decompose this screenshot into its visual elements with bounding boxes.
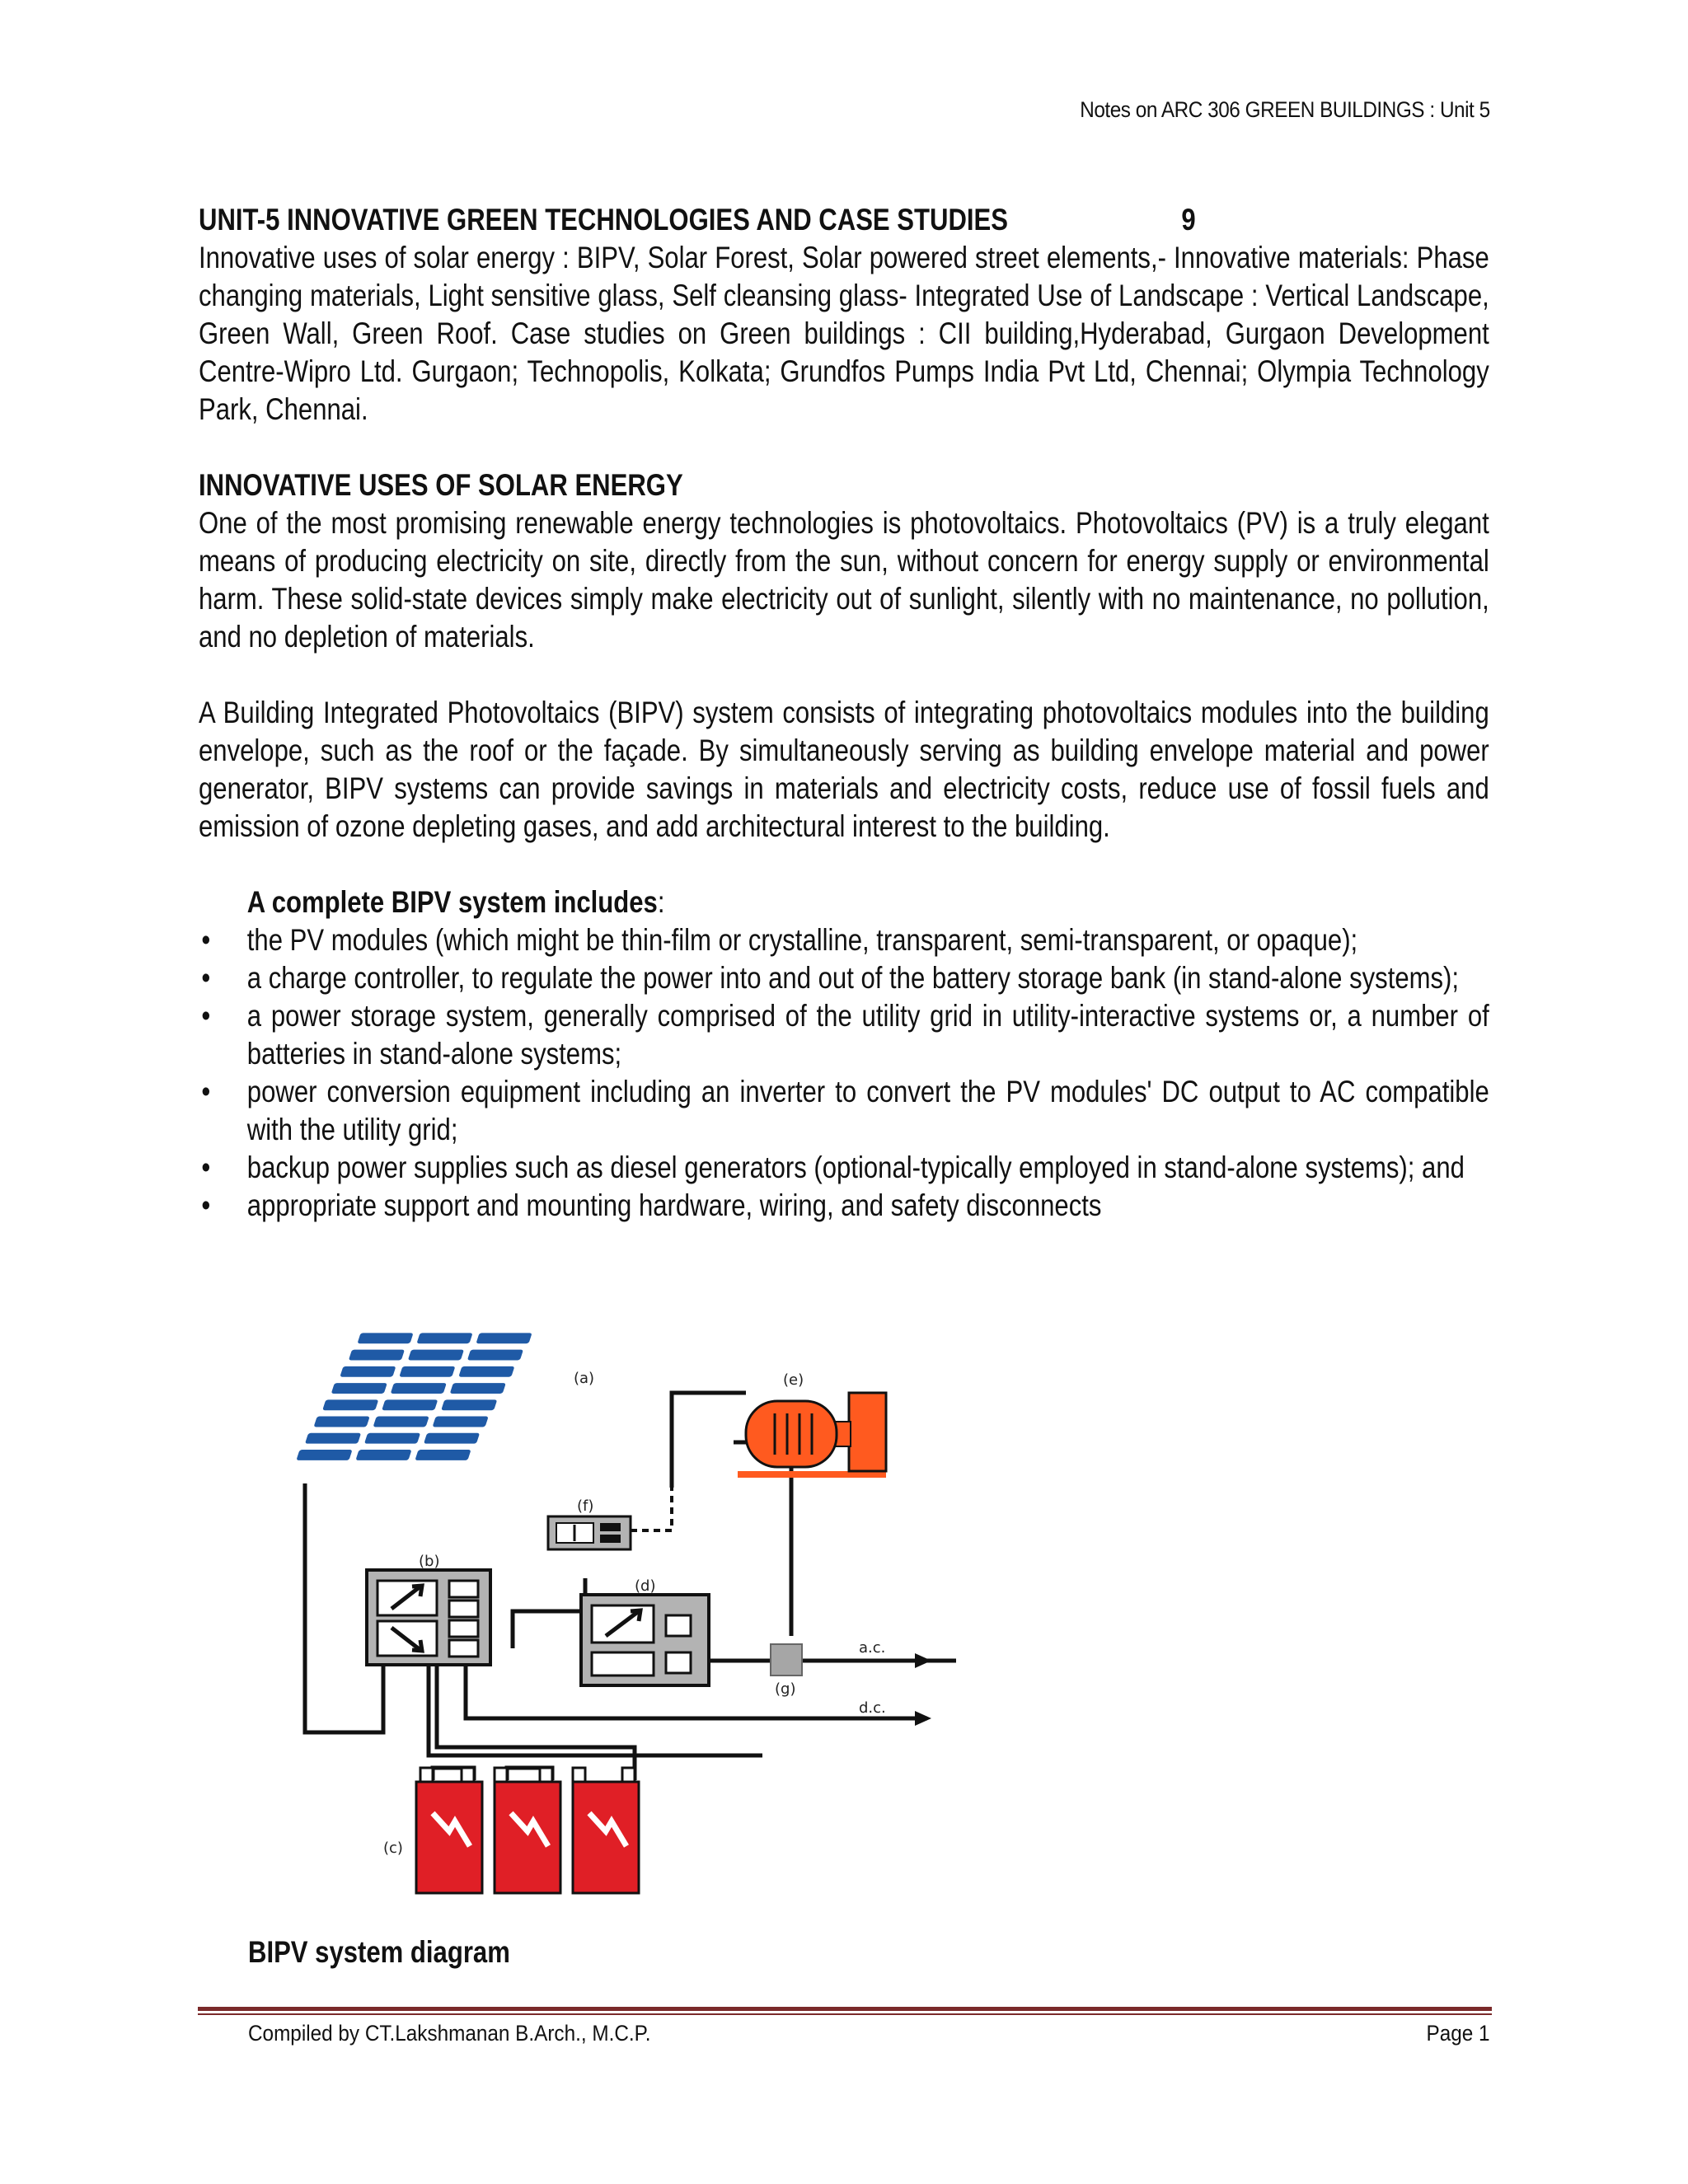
pv-module bbox=[433, 1417, 489, 1427]
list-item-text: a charge controller, to regulate the power into and out of the battery storage bank (in stand-alone systems); bbox=[246, 961, 1460, 995]
list-item-text: backup power supplies such as diesel generators (optional-typically employed in stand-alone systems); and bbox=[246, 1151, 1465, 1184]
pv-module bbox=[476, 1333, 532, 1343]
pv-module bbox=[340, 1366, 396, 1377]
pv-module bbox=[322, 1399, 378, 1410]
pv-module bbox=[450, 1383, 506, 1394]
unit-title: UNIT-5 INNOVATIVE GREEN TECHNOLOGIES AND CASE STUDIES bbox=[199, 203, 1008, 237]
pv-module bbox=[355, 1450, 411, 1460]
footer-author: Compiled by CT.Lakshmanan B.Arch., M.C.P. bbox=[248, 2021, 651, 2046]
footer-rule-thin bbox=[198, 2013, 1492, 2015]
bullet-icon: • bbox=[201, 923, 211, 957]
pv-module bbox=[382, 1399, 438, 1410]
pv-module bbox=[305, 1433, 361, 1444]
pv-module bbox=[458, 1366, 514, 1377]
list-heading bbox=[247, 883, 1489, 921]
bipv-components-list bbox=[199, 921, 1489, 1225]
footer-rule bbox=[198, 2007, 1492, 2011]
list-heading-text: A complete BIPV system includes bbox=[246, 885, 658, 919]
pv-module bbox=[349, 1350, 405, 1361]
bullet-icon: • bbox=[201, 999, 211, 1033]
label-g: (g) bbox=[775, 1680, 796, 1698]
bullet-icon: • bbox=[201, 1151, 211, 1184]
pv-module bbox=[364, 1433, 420, 1444]
pv-module bbox=[408, 1350, 464, 1361]
paragraph-bipv: A Building Integrated Photovoltaics (BIPV) system consists of integrating photovoltaics modules into the building envelope, such as the roof or the façade. By simultaneously serving as building envelope material and power generator, BIPV systems can provide savings in materials and electricity costs, reduce use of fossil fuels and emission of ozone depleting gases, and add architectural interest to the building. bbox=[199, 696, 1489, 843]
pv-module bbox=[357, 1333, 413, 1343]
list-item-text: appropriate support and mounting hardware, wiring, and safety disconnects bbox=[246, 1188, 1102, 1222]
paragraph-photovoltaics: One of the most promising renewable energy technologies is photovoltaics. Photovoltaics (PV) is a truly elegant means of producing electricity on site, directly from the sun, without concern for energy supply or environmental harm. These solid-state devices simply make electricity out of sunlight, silently with no maintenance, no pollution, and no depletion of materials. bbox=[199, 506, 1489, 654]
list-item bbox=[199, 1149, 1489, 1187]
charge-controller bbox=[367, 1570, 490, 1665]
label-d: (d) bbox=[635, 1577, 656, 1595]
dc-arrow-icon bbox=[915, 1711, 931, 1726]
dashed-wire bbox=[631, 1488, 672, 1530]
pv-module bbox=[467, 1350, 523, 1361]
disconnect-switch bbox=[548, 1516, 631, 1549]
bullet-icon: • bbox=[201, 961, 211, 995]
list-item-text: the PV modules (which might be thin-film or crystalline, transparent, semi-transparent, or opaque); bbox=[246, 923, 1358, 957]
unit-title-row bbox=[199, 201, 1196, 239]
label-b: (b) bbox=[419, 1553, 440, 1570]
pv-module bbox=[296, 1450, 352, 1460]
bullet-icon: • bbox=[201, 1188, 211, 1222]
list-item bbox=[199, 997, 1489, 1073]
syllabus-paragraph: Innovative uses of solar energy : BIPV, Solar Forest, Solar powered street elements,- Innovative materials: Phase changing materials, Light sensitive glass, Self cleansing glass- Integrated Use of Landscape : Vertical Landscape, Green Wall, Green Roof. Case studies on Green buildings : CII building,Hyderabad, Gurgaon Development Centre-Wipro Ltd. Gurgaon; Technopolis, Kolkata; Grundfos Pumps India Pvt Ltd, Chennai; Olympia Technology Park, Chennai. bbox=[199, 241, 1489, 426]
junction-box bbox=[771, 1644, 802, 1675]
pv-module bbox=[416, 1333, 472, 1343]
label-e: (e) bbox=[783, 1371, 804, 1389]
list-item bbox=[199, 921, 1489, 959]
body-content bbox=[199, 194, 1489, 1225]
pv-module bbox=[391, 1383, 447, 1394]
pv-array bbox=[296, 1333, 532, 1460]
pv-module bbox=[314, 1417, 370, 1427]
unit-hours: 9 bbox=[1181, 203, 1196, 237]
pv-modules bbox=[296, 1333, 532, 1460]
pv-module bbox=[424, 1433, 480, 1444]
list-item bbox=[199, 959, 1489, 997]
pv-module bbox=[441, 1399, 497, 1410]
backup-generator bbox=[738, 1393, 886, 1478]
label-dc: d.c. bbox=[859, 1699, 886, 1717]
section-heading: INNOVATIVE USES OF SOLAR ENERGY bbox=[199, 468, 683, 502]
figure-caption: BIPV system diagram bbox=[248, 1935, 510, 1969]
list-item bbox=[199, 1073, 1489, 1149]
label-f: (f) bbox=[577, 1497, 594, 1515]
inverter bbox=[581, 1595, 709, 1685]
pv-module bbox=[399, 1366, 455, 1377]
battery-bank bbox=[416, 1768, 639, 1893]
text-column bbox=[199, 201, 1489, 1225]
label-ac: a.c. bbox=[859, 1639, 886, 1657]
page-number: Page 1 bbox=[1426, 2021, 1490, 2046]
label-c: (c) bbox=[383, 1840, 403, 1857]
list-item-text: power conversion equipment including an inverter to convert the PV modules' DC output to AC compatible with the utility grid; bbox=[246, 1075, 1489, 1146]
bipv-system-diagram bbox=[272, 1319, 956, 1920]
pv-module bbox=[373, 1417, 429, 1427]
pv-module bbox=[331, 1383, 387, 1394]
list-heading-colon: : bbox=[657, 885, 665, 919]
list-item bbox=[199, 1187, 1489, 1225]
bullet-icon: • bbox=[201, 1075, 211, 1108]
list-item-text: a power storage system, generally comprised of the utility grid in utility-interactive systems or, a number of batteries in stand-alone systems; bbox=[246, 999, 1489, 1071]
ac-arrow-icon bbox=[915, 1653, 931, 1668]
running-header: Notes on ARC 306 GREEN BUILDINGS : Unit 5 bbox=[1080, 97, 1490, 122]
label-a: (a) bbox=[574, 1370, 595, 1387]
pv-module bbox=[415, 1450, 471, 1460]
